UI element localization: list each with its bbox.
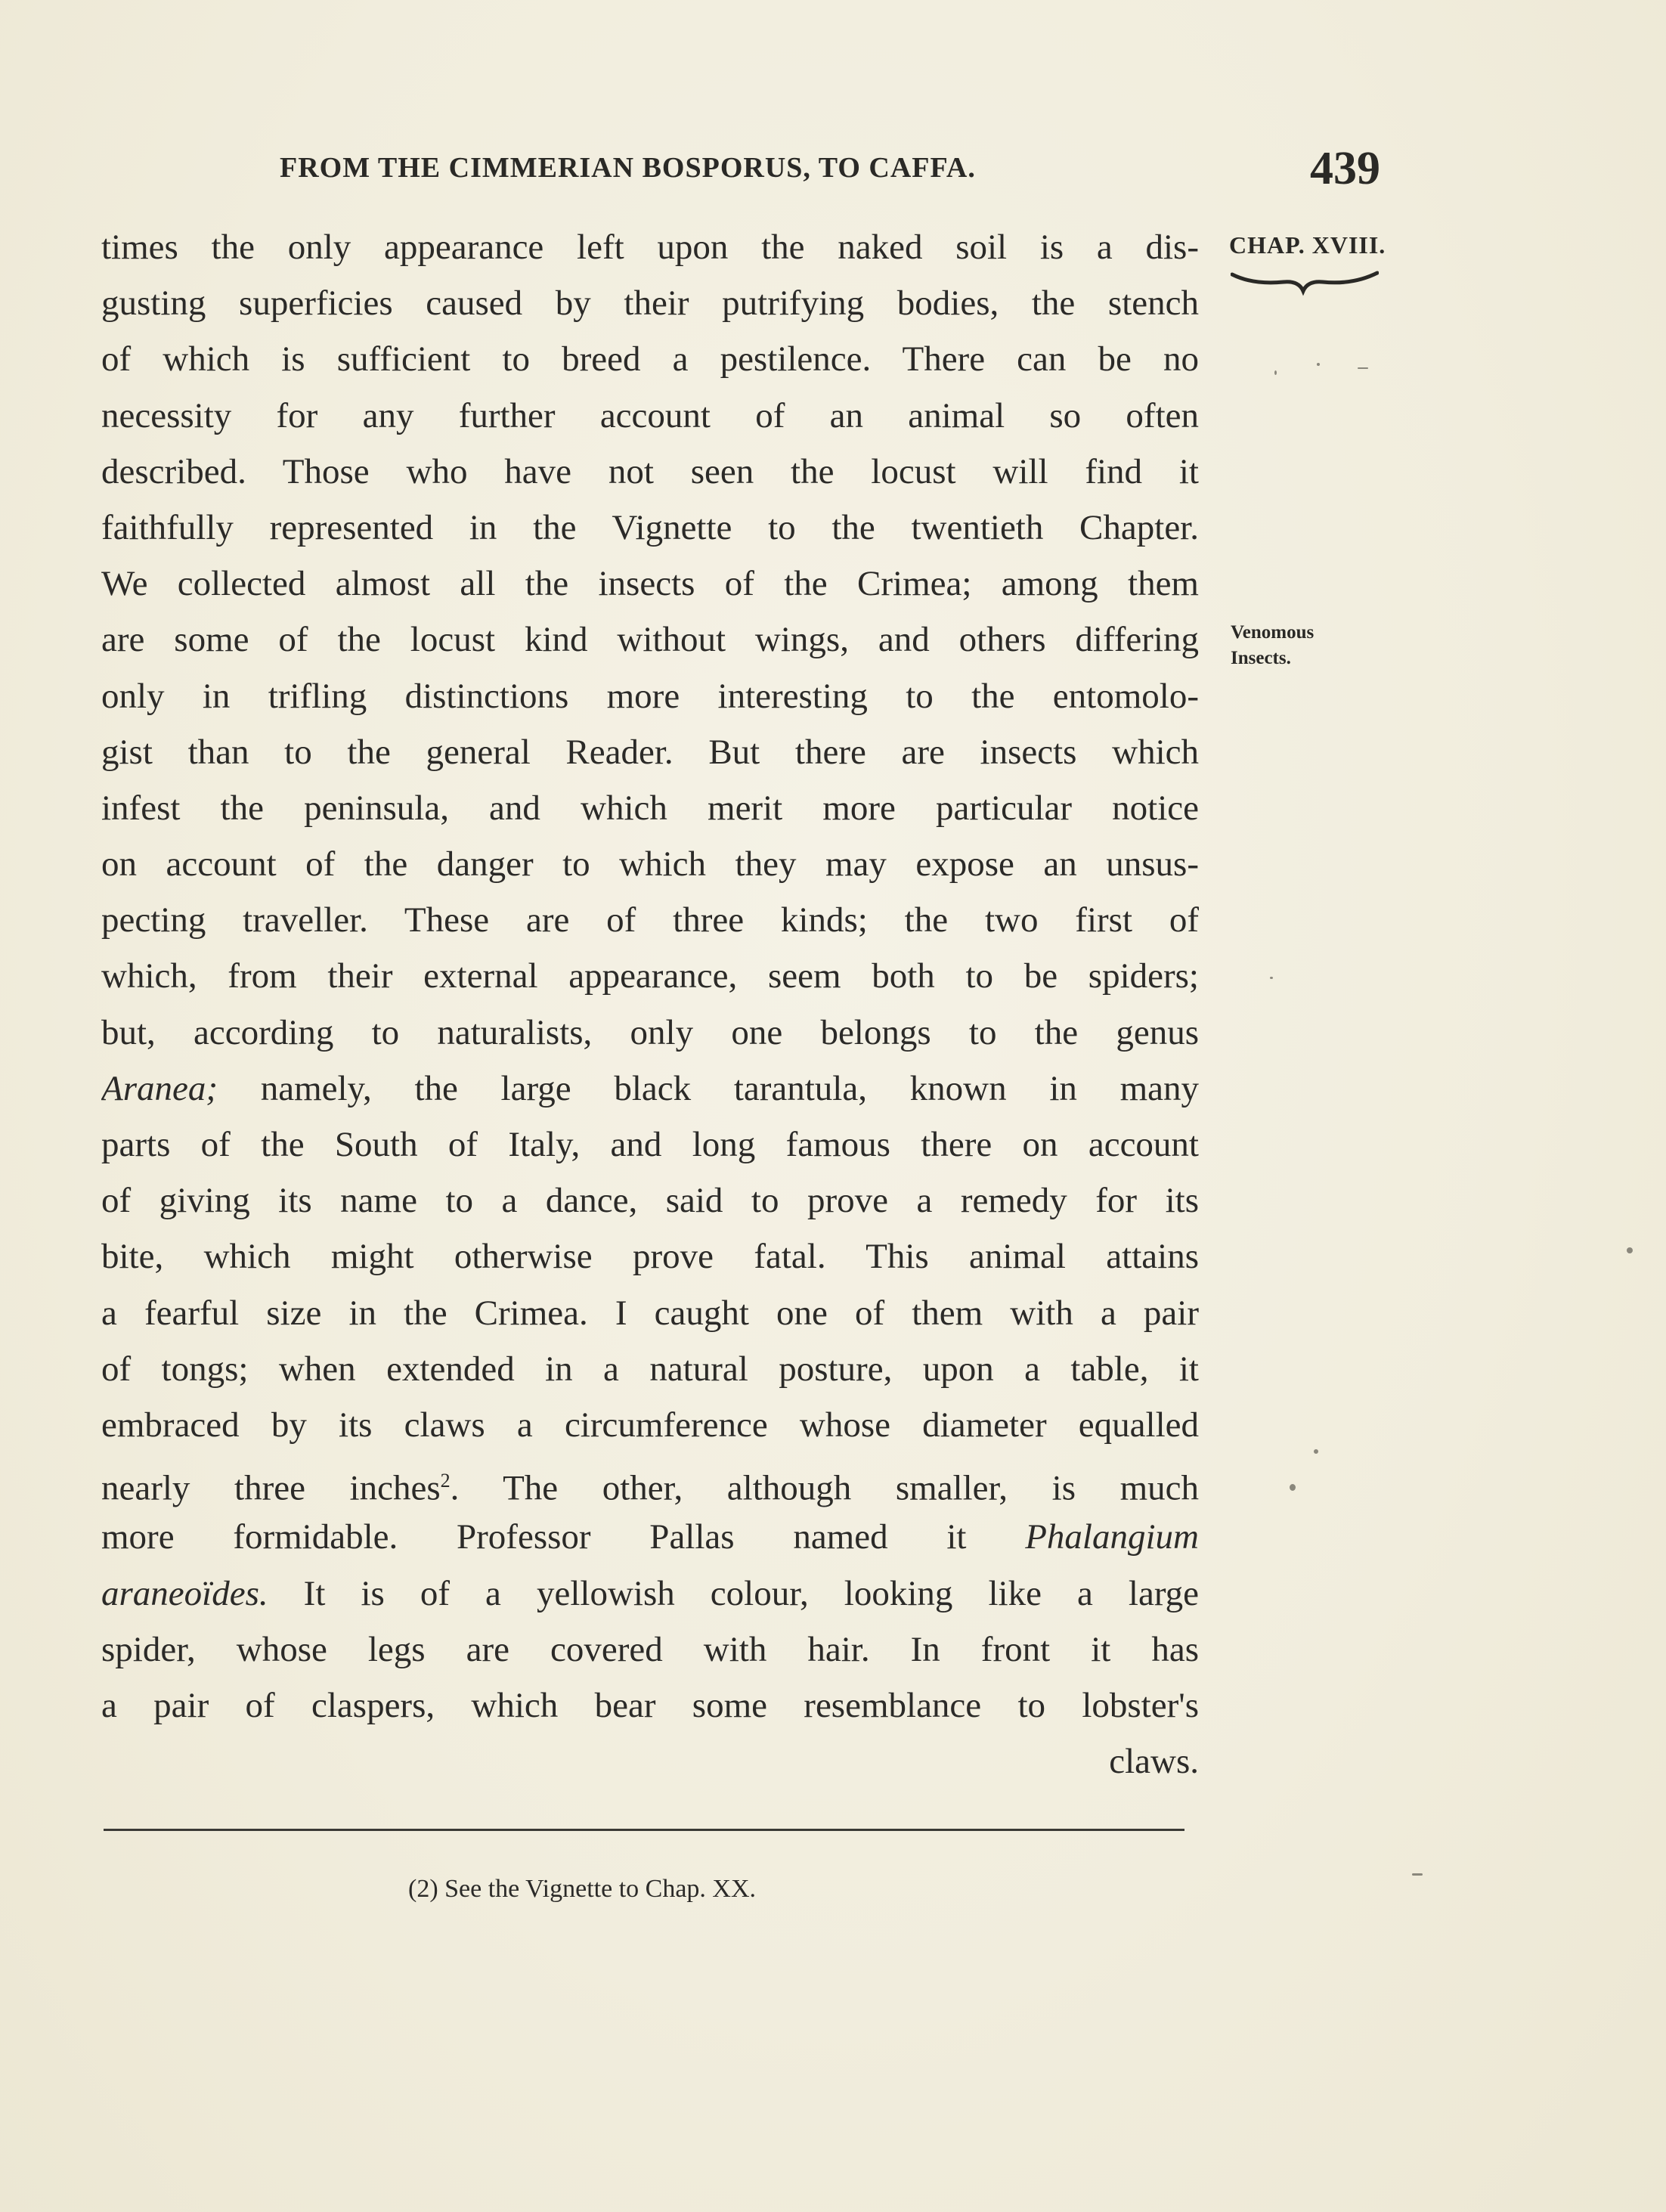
text-line: gist than to the general Reader. But there are insects which	[101, 732, 1199, 772]
text-line	[101, 1061, 1199, 1117]
running-head: FROM THE CIMMERIAN BOSPORUS, TO CAFFA.	[280, 152, 976, 184]
marginal-note-line-1: Venomous	[1231, 622, 1315, 643]
chapter-brace-ornament	[1231, 268, 1379, 299]
footnote: (2) See the Vignette to Chap. XX.	[408, 1875, 757, 1903]
text-line: are some of the locust kind without wings, and others differing	[101, 620, 1199, 660]
paper-speck	[1317, 363, 1320, 366]
footnote-rule	[104, 1829, 1184, 1831]
text-line: spider, whose legs are covered with hair. In front it has	[101, 1629, 1199, 1669]
text-segment: namely, the large black tarantula, known in many	[218, 1068, 1199, 1108]
text-line: times the only appearance left upon the naked soil is a dis-	[101, 228, 1199, 267]
paper-speck	[1270, 977, 1273, 979]
paper-speck	[1314, 1449, 1318, 1454]
species-name-italic: Phalangium	[1025, 1517, 1199, 1557]
text-line: a fearful size in the Crimea. I caught one of them with a pair	[101, 1293, 1199, 1333]
text-line: faithfully represented in the Vignette to the twentieth Chapter.	[101, 507, 1199, 547]
text-line: necessity for any further account of an animal so often	[101, 395, 1199, 435]
text-line: but, according to naturalists, only one belongs to the genus	[101, 1012, 1199, 1052]
text-line: infest the peninsula, and which merit more particular notice	[101, 788, 1199, 828]
paper-speck	[1290, 1484, 1296, 1491]
species-name-italic: araneoïdes.	[101, 1573, 268, 1613]
text-line: bite, which might otherwise prove fatal. This animal attains	[101, 1237, 1199, 1277]
marginal-note-line-2: Insects.	[1231, 648, 1291, 668]
catchword-line: claws.	[1109, 1742, 1199, 1782]
text-segment: more formidable. Professor Pallas named it	[101, 1517, 1026, 1557]
text-line: of which is sufficient to breed a pestilence. There can be no	[101, 339, 1199, 380]
marginal-note	[1231, 620, 1314, 671]
footnote-reference: 2	[440, 1470, 451, 1492]
text-line: a pair of claspers, which bear some resemblance to lobster's	[101, 1685, 1199, 1725]
text-line	[101, 1453, 1199, 1509]
text-line: only in trifling distinctions more interesting to the entomolo-	[101, 676, 1199, 716]
body-text	[101, 219, 1199, 1789]
text-segment: It is of a yellowish colour, looking like a large	[268, 1573, 1199, 1613]
text-line: which, from their external appearance, seem both to be spiders;	[101, 956, 1199, 996]
text-line	[101, 1566, 1199, 1622]
text-line: described. Those who have not seen the locust will find it	[101, 451, 1199, 491]
text-line: We collected almost all the insects of the Crimea; among them	[101, 564, 1199, 604]
text-line: parts of the South of Italy, and long famous there on account	[101, 1125, 1199, 1164]
genus-name-italic: Aranea;	[101, 1068, 218, 1108]
text-line: pecting traveller. These are of three kinds; the two first of	[101, 900, 1199, 940]
page-number: 439	[1310, 143, 1380, 194]
text-line: of giving its name to a dance, said to prove a remedy for its	[101, 1181, 1199, 1221]
text-line: of tongs; when extended in a natural posture, upon a table, it	[101, 1349, 1199, 1389]
text-line: gusting superficies caused by their putrifying bodies, the stench	[101, 283, 1199, 324]
paper-speck	[1274, 370, 1277, 375]
text-line: on account of the danger to which they may expose an unsus-	[101, 844, 1199, 884]
text-line: embraced by its claws a circumference whose diameter equalled	[101, 1405, 1199, 1445]
text-line	[101, 1509, 1199, 1565]
chapter-label: CHAP. XVIII.	[1229, 231, 1386, 259]
paper-speck	[1358, 367, 1368, 369]
text-segment: nearly three inches	[101, 1468, 441, 1508]
text-segment: . The other, although smaller, is much	[450, 1468, 1199, 1508]
paper-speck	[1412, 1873, 1423, 1876]
paper-speck	[1627, 1247, 1633, 1253]
